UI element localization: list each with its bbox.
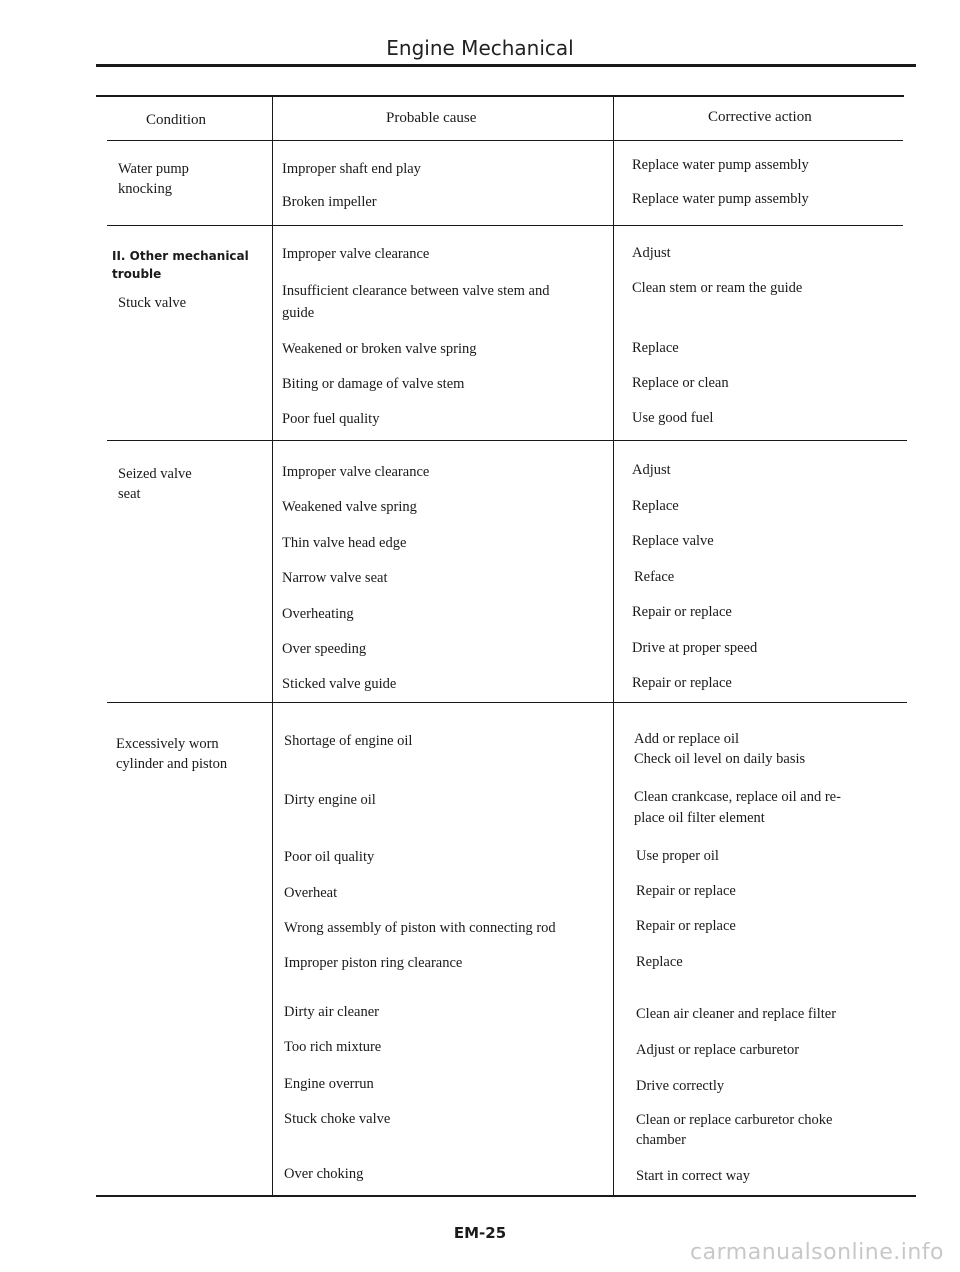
action-text: Use good fuel xyxy=(632,410,714,426)
condition-label: Seized valve xyxy=(118,466,192,482)
cause-text: Biting or damage of valve stem xyxy=(282,376,465,392)
action-text: Replace water pump assembly xyxy=(632,157,809,173)
action-text: Repair or replace xyxy=(632,604,732,620)
action-text: Check oil level on daily basis xyxy=(634,751,806,767)
cause-text: Engine overrun xyxy=(284,1076,374,1092)
cause-text: Improper piston ring clearance xyxy=(284,955,463,971)
cause-text: Poor fuel quality xyxy=(282,411,380,427)
condition-label: Excessively worn xyxy=(116,736,219,752)
condition-label: Water pump xyxy=(118,161,189,177)
condition-label: knocking xyxy=(118,181,172,197)
section-heading: trouble xyxy=(112,267,162,281)
action-text: Drive correctly xyxy=(636,1078,725,1094)
cause-text: Weakened or broken valve spring xyxy=(282,341,477,357)
action-text: Reface xyxy=(634,569,675,585)
cause-text: Insufficient clearance between valve stem and xyxy=(282,283,550,299)
page-number: EM-25 xyxy=(453,1224,507,1242)
column-header-cause: Probable cause xyxy=(386,110,477,126)
action-text: Add or replace oil xyxy=(634,731,740,747)
action-text: Replace valve xyxy=(632,533,714,549)
cause-text: Overheating xyxy=(282,606,354,622)
action-text: Replace xyxy=(636,954,683,970)
action-text: Adjust xyxy=(632,245,671,261)
cause-text: Stuck choke valve xyxy=(284,1111,391,1127)
action-text: Repair or replace xyxy=(636,883,736,899)
column-header-condition: Condition xyxy=(146,112,207,128)
action-text: Clean crankcase, replace oil and re- xyxy=(634,789,841,805)
action-text: Start in correct way xyxy=(636,1168,750,1184)
cause-text: Shortage of engine oil xyxy=(284,733,413,749)
page-title: Engine Mechanical xyxy=(386,36,574,60)
condition-label: Stuck valve xyxy=(118,295,187,311)
cause-text: Over choking xyxy=(284,1166,364,1182)
action-text: Adjust xyxy=(632,462,671,478)
action-text: place oil filter element xyxy=(634,810,765,826)
action-text: Repair or replace xyxy=(636,918,736,934)
header-separator xyxy=(107,140,903,141)
group-separator-3 xyxy=(107,702,907,703)
action-text: Adjust or replace carburetor xyxy=(636,1042,800,1058)
action-text: Replace or clean xyxy=(632,375,729,391)
action-text: Replace water pump assembly xyxy=(632,191,809,207)
cause-text: Weakened valve spring xyxy=(282,499,417,515)
action-text: Clean or replace carburetor choke xyxy=(636,1112,833,1128)
cause-text: Overheat xyxy=(284,885,338,901)
header-rule xyxy=(96,64,916,67)
action-text: Replace xyxy=(632,498,679,514)
action-text: Clean air cleaner and replace filter xyxy=(636,1006,837,1022)
condition-label: cylinder and piston xyxy=(116,756,228,772)
column-divider-1 xyxy=(272,95,273,1196)
cause-text: Dirty engine oil xyxy=(284,792,376,808)
action-text: Drive at proper speed xyxy=(632,640,758,656)
cause-text: Wrong assembly of piston with connecting rod xyxy=(284,920,556,936)
cause-text: Poor oil quality xyxy=(284,849,375,865)
cause-text: Broken impeller xyxy=(282,194,377,210)
column-divider-2 xyxy=(613,95,614,1196)
group-separator-2 xyxy=(107,440,907,441)
action-text: Repair or replace xyxy=(632,675,732,691)
section-heading: II. Other mechanical xyxy=(112,249,249,263)
cause-text: guide xyxy=(282,305,315,321)
group-separator-1 xyxy=(107,225,903,226)
cause-text: Dirty air cleaner xyxy=(284,1004,380,1020)
cause-text: Improper valve clearance xyxy=(282,464,430,480)
action-text: chamber xyxy=(636,1132,686,1148)
watermark: carmanualsonline.info xyxy=(690,1240,944,1265)
cause-text: Narrow valve seat xyxy=(282,570,388,586)
column-header-action: Corrective action xyxy=(708,109,812,125)
action-text: Replace xyxy=(632,340,679,356)
cause-text: Thin valve head edge xyxy=(282,535,407,551)
cause-text: Sticked valve guide xyxy=(282,676,397,692)
cause-text: Improper shaft end play xyxy=(282,161,421,177)
cause-text: Improper valve clearance xyxy=(282,246,430,262)
cause-text: Over speeding xyxy=(282,641,367,657)
table-bottom-rule xyxy=(96,1195,916,1197)
condition-label: seat xyxy=(118,486,141,502)
table-top-rule xyxy=(96,95,904,97)
action-text: Clean stem or ream the guide xyxy=(632,280,803,296)
cause-text: Too rich mixture xyxy=(284,1039,382,1055)
action-text: Use proper oil xyxy=(636,848,719,864)
